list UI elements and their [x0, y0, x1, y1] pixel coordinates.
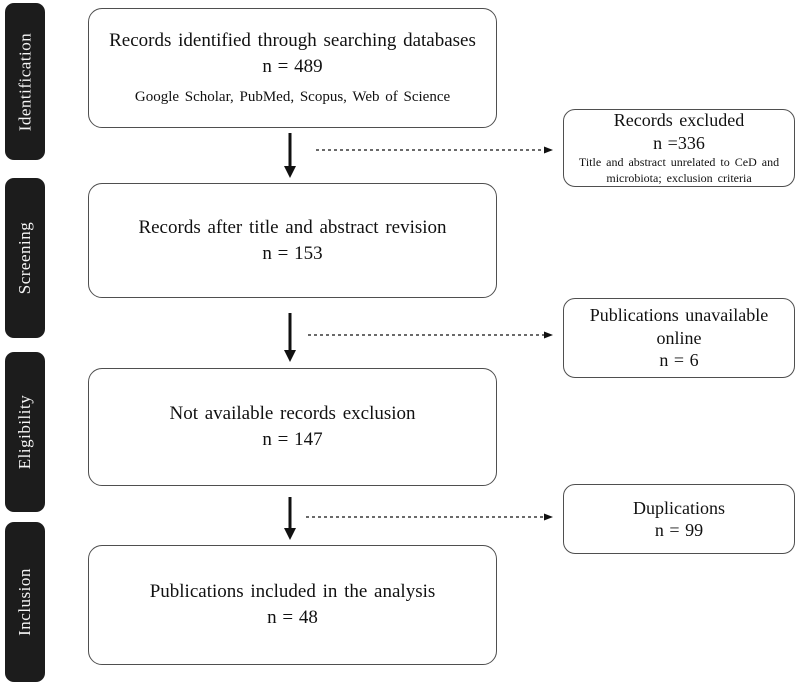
down-arrow-1-icon — [284, 133, 296, 178]
box-records-excluded-title: Records excluded — [613, 110, 745, 131]
box-duplications — [563, 484, 795, 554]
box-records-identified-title: Records identified through searching databases — [109, 30, 476, 52]
dashed-arrow-2-icon — [308, 332, 553, 339]
stage-identification — [5, 3, 45, 160]
box-publications-included-count: n = 48 — [267, 607, 318, 628]
dashed-arrow-3-icon — [306, 514, 553, 521]
box-not-available-exclusion-title: Not available records exclusion — [169, 403, 416, 425]
box-publications-unavailable-count: n = 6 — [659, 350, 699, 371]
stage-eligibility — [5, 352, 45, 512]
box-records-excluded — [563, 109, 795, 187]
box-duplications-count: n = 99 — [654, 520, 704, 540]
box-records-after-revision-title: Records after title and abstract revision — [138, 216, 447, 238]
box-records-after-revision-count: n = 153 — [262, 242, 323, 264]
box-records-excluded-count: n =336 — [653, 132, 705, 153]
box-records-after-revision — [88, 183, 497, 298]
box-records-identified-note: Google Scholar, PubMed, Scopus, Web of Science — [134, 89, 451, 106]
down-arrow-3-icon — [284, 497, 296, 540]
stage-eligibility-label: Eligibility — [15, 394, 35, 470]
stage-screening-label: Screening — [15, 221, 35, 295]
box-publications-included — [88, 545, 497, 665]
box-records-identified-count: n = 489 — [262, 55, 323, 77]
box-records-excluded-note: Title and abstract unrelated to CeD and microbiota; exclusion criteria — [578, 155, 780, 185]
stage-inclusion-label: Inclusion — [15, 568, 34, 636]
box-publications-included-title: Publications included in the analysis — [149, 581, 436, 603]
box-duplications-title: Duplications — [633, 497, 725, 518]
down-arrow-2-icon — [284, 313, 296, 362]
box-publications-unavailable — [563, 298, 795, 378]
dashed-arrow-1-icon — [316, 147, 553, 154]
stage-inclusion — [5, 522, 45, 682]
stage-screening — [5, 178, 45, 338]
box-not-available-exclusion — [88, 368, 497, 486]
box-publications-unavailable-title: Publications unavailable online — [589, 305, 769, 348]
stage-identification-label: Identification — [15, 32, 35, 131]
box-records-identified — [88, 8, 497, 128]
box-not-available-exclusion-count: n = 147 — [262, 429, 323, 450]
